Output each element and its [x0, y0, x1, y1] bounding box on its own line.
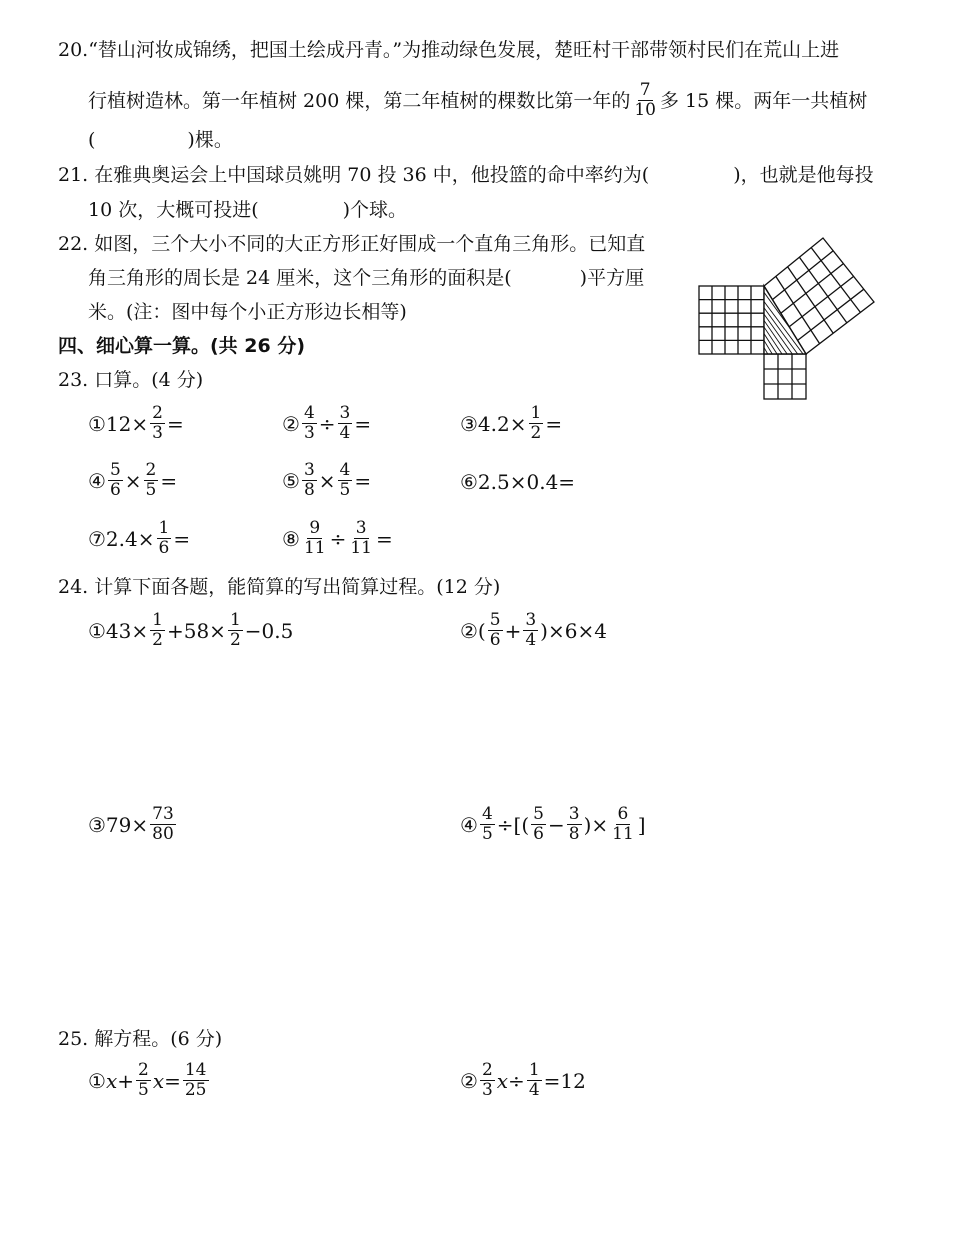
q20-line2-text-b: 多 15 棵。两年一共植树	[660, 89, 868, 112]
q25-1-x2: x	[152, 1068, 165, 1093]
q24-1-a: ①43×	[88, 618, 149, 643]
q23-3-eq: =	[545, 411, 563, 436]
q24-2-num-b: 3	[525, 610, 537, 630]
q24-3-num: 73	[152, 804, 174, 824]
q23-2-num-b: 3	[339, 403, 351, 423]
q24-4-den-b: 6	[533, 824, 544, 844]
q25-2-num-a: 2	[481, 1060, 493, 1080]
q22-line2	[88, 266, 644, 290]
q23-2-eq: =	[354, 411, 372, 436]
q24-4-num-d: 6	[617, 804, 629, 824]
q24-2-num-a: 5	[489, 610, 501, 630]
q23-5-num-a: 3	[303, 460, 315, 480]
q24-4-num-c: 3	[568, 804, 580, 824]
q24-1-b: +58×	[166, 618, 226, 643]
q25-2-frac-b	[527, 1062, 542, 1099]
q23-8-den-b: 11	[350, 538, 372, 558]
q21-text-b: )，也就是他每投	[733, 164, 874, 186]
q25-1-a: ①	[88, 1068, 106, 1093]
q23-5-op: ×	[318, 468, 336, 493]
q23-4-den-b: 5	[145, 480, 157, 500]
q21-line1	[58, 163, 874, 187]
q23-4-num-a: 5	[109, 460, 121, 480]
q24-1-den-a: 2	[152, 630, 163, 650]
q25-1-num-a: 2	[137, 1060, 149, 1080]
q24-1-den-b: 2	[229, 630, 241, 650]
q25-2-frac-a	[480, 1062, 495, 1099]
q24-4-e: )×	[583, 812, 609, 837]
q25-2-den-b: 4	[528, 1080, 540, 1100]
q24-2-b: +	[504, 618, 522, 643]
q23-title: 23. 口算。(4 分)	[58, 369, 204, 391]
q23-8-frac-a	[302, 520, 328, 557]
q23-2-label: ②	[282, 411, 300, 436]
q21-text-a: 21. 在雅典奥运会上中国球员姚明 70 投 36 中，他投篮的命中率约为(	[58, 164, 650, 186]
q23-4-num-b: 2	[145, 460, 157, 480]
q23-4-eq: =	[160, 468, 178, 493]
q23-3-num: 1	[530, 403, 542, 423]
q23-7-frac	[157, 520, 172, 557]
q25-2-c: =12	[543, 1068, 586, 1093]
q25-title: 25. 解方程。(6 分)	[58, 1028, 223, 1050]
q23-item-5	[282, 462, 371, 499]
q23-8-frac-b	[348, 520, 374, 557]
q23-2-op: ÷	[318, 411, 336, 436]
q24-2-a: ②(	[460, 618, 486, 643]
q23-1-den: 3	[152, 423, 163, 443]
q25-2-b: ÷	[508, 1068, 525, 1093]
q20-line1: 20.“替山河妆成锦绣，把国土绘成丹青。”为推动绿色发展，楚旺村干部带领村民们在荒山上进	[58, 39, 840, 61]
q23-3-den: 2	[530, 423, 542, 443]
q22-text-b: )平方厘	[579, 267, 645, 289]
left-square-grid	[699, 286, 764, 354]
q23-5-frac-b	[338, 462, 353, 499]
q23-2-den-b: 4	[339, 423, 351, 443]
q22-text-a: 角三角形的周长是 24 厘米，这个三角形的面积是(	[88, 267, 512, 289]
q24-4-a: ④	[460, 812, 478, 837]
q21-line2	[88, 198, 407, 222]
q24-4-num-b: 5	[533, 804, 544, 824]
q24-4-den-c: 8	[568, 824, 580, 844]
q23-1-eq: =	[166, 411, 184, 436]
q23-4-label: ④	[88, 468, 106, 493]
q23-7-den: 6	[158, 538, 170, 558]
q25-1-b: +	[117, 1068, 134, 1093]
q23-item-1	[88, 405, 184, 442]
q23-4-frac-b	[144, 462, 159, 499]
q23-3-label: ③4.2×	[460, 411, 527, 436]
q24-1-c: −0.5	[244, 618, 294, 643]
q20-line2	[88, 82, 867, 119]
q25-1-c: =	[164, 1068, 181, 1093]
q23-8-eq: =	[375, 526, 393, 551]
q24-title: 24. 计算下面各题，能简算的写出简算过程。(12 分)	[58, 576, 501, 598]
q24-4-den-d: 11	[612, 824, 634, 844]
q23-item-8	[282, 520, 393, 557]
q23-5-frac-a	[302, 462, 317, 499]
q24-problem-1	[88, 612, 293, 649]
q23-item-2	[282, 405, 371, 442]
q23-8-label: ⑧	[282, 526, 300, 551]
q23-1-label: ①12×	[88, 411, 149, 436]
q23-8-num-b: 3	[355, 518, 367, 538]
q20-blank-close: )棵。	[187, 129, 233, 151]
q23-5-den-a: 8	[303, 480, 315, 500]
q24-2-c: )×6×4	[540, 618, 607, 643]
q24-2-frac-b	[523, 612, 538, 649]
q23-3-frac	[529, 405, 544, 442]
q24-4-den-a: 5	[481, 824, 493, 844]
q20-line2-text-a: 行植树造林。第一年植树 200 棵，第二年植树的棵数比第一年的	[88, 89, 631, 112]
q23-1-frac	[150, 405, 165, 442]
q24-4-frac-a	[480, 806, 495, 843]
q23-5-eq: =	[354, 468, 372, 493]
q24-4-f: ]	[637, 812, 646, 837]
q20-frac-numerator: 7	[639, 80, 651, 100]
q24-1-frac-a	[150, 612, 165, 649]
q23-2-frac-b	[338, 405, 353, 442]
q23-7-eq: =	[173, 526, 191, 551]
q23-4-den-a: 6	[109, 480, 121, 500]
q25-equation-1	[88, 1062, 211, 1099]
q23-item-7	[88, 520, 190, 557]
q23-5-den-b: 5	[339, 480, 351, 500]
q24-3-a: ③79×	[88, 812, 149, 837]
q22-line3: 米。(注：图中每个小正方形边长相等)	[88, 301, 407, 323]
q24-2-den-a: 6	[489, 630, 501, 650]
q25-2-x1: x	[496, 1068, 509, 1093]
q24-4-frac-d	[610, 806, 636, 843]
pythagoras-squares-figure	[694, 232, 884, 406]
section-4-heading: 四、细心算一算。(共 26 分)	[58, 335, 306, 357]
q24-3-frac	[150, 806, 176, 843]
q23-item-3	[460, 405, 562, 442]
q24-4-num-a: 4	[481, 804, 493, 824]
q25-2-den-a: 3	[481, 1080, 493, 1100]
q23-5-label: ⑤	[282, 468, 300, 493]
q25-2-num-b: 1	[528, 1060, 540, 1080]
q23-6-text: ⑥2.5×0.4=	[460, 470, 576, 494]
q25-2-a: ②	[460, 1068, 478, 1093]
q25-1-den-b: 25	[184, 1080, 207, 1100]
q24-problem-3	[88, 806, 178, 843]
q23-7-label: ⑦2.4×	[88, 526, 155, 551]
q20-blank-open: (	[88, 129, 96, 151]
q24-4-b: ÷[(	[496, 812, 530, 837]
q24-1-num-a: 1	[152, 610, 163, 630]
q24-problem-4	[460, 806, 646, 843]
q24-4-frac-b	[531, 806, 546, 843]
q21-text-c: 10 次，大概可投进(	[88, 199, 259, 221]
q24-1-num-b: 1	[229, 610, 241, 630]
q25-1-den-a: 5	[137, 1080, 149, 1100]
q23-item-4	[88, 462, 177, 499]
q23-2-den-a: 3	[303, 423, 315, 443]
q23-2-num-a: 4	[303, 403, 315, 423]
q23-2-frac-a	[302, 405, 317, 442]
q25-1-x1: x	[105, 1068, 118, 1093]
q25-1-num-b: 14	[184, 1060, 207, 1080]
q24-problem-2	[460, 612, 607, 649]
q23-7-num: 1	[158, 518, 170, 538]
q24-4-frac-c	[567, 806, 582, 843]
q22-line1: 22. 如图，三个大小不同的大正方形正好围成一个直角三角形。已知直	[58, 233, 646, 255]
q23-8-op: ÷	[329, 526, 347, 551]
q25-equation-2	[460, 1062, 586, 1099]
q24-4-c: −	[547, 812, 565, 837]
q23-5-num-b: 4	[339, 460, 351, 480]
q24-2-frac-a	[488, 612, 503, 649]
q21-text-d: )个球。	[342, 199, 408, 221]
q24-1-frac-b	[228, 612, 243, 649]
q24-2-den-b: 4	[525, 630, 537, 650]
q23-item-6	[460, 470, 575, 494]
bottom-square-grid	[764, 354, 806, 399]
q23-8-num-a: 9	[309, 518, 321, 538]
q23-4-op: ×	[124, 468, 142, 493]
q25-1-frac-b	[183, 1062, 209, 1099]
q20-fraction	[632, 82, 658, 119]
q20-frac-denominator: 10	[634, 100, 656, 120]
q25-1-frac-a	[136, 1062, 151, 1099]
q23-4-frac-a	[108, 462, 123, 499]
q23-1-num: 2	[152, 403, 163, 423]
q23-8-den-a: 11	[303, 538, 326, 558]
q24-3-den: 80	[152, 824, 174, 844]
q20-line3	[88, 128, 233, 152]
